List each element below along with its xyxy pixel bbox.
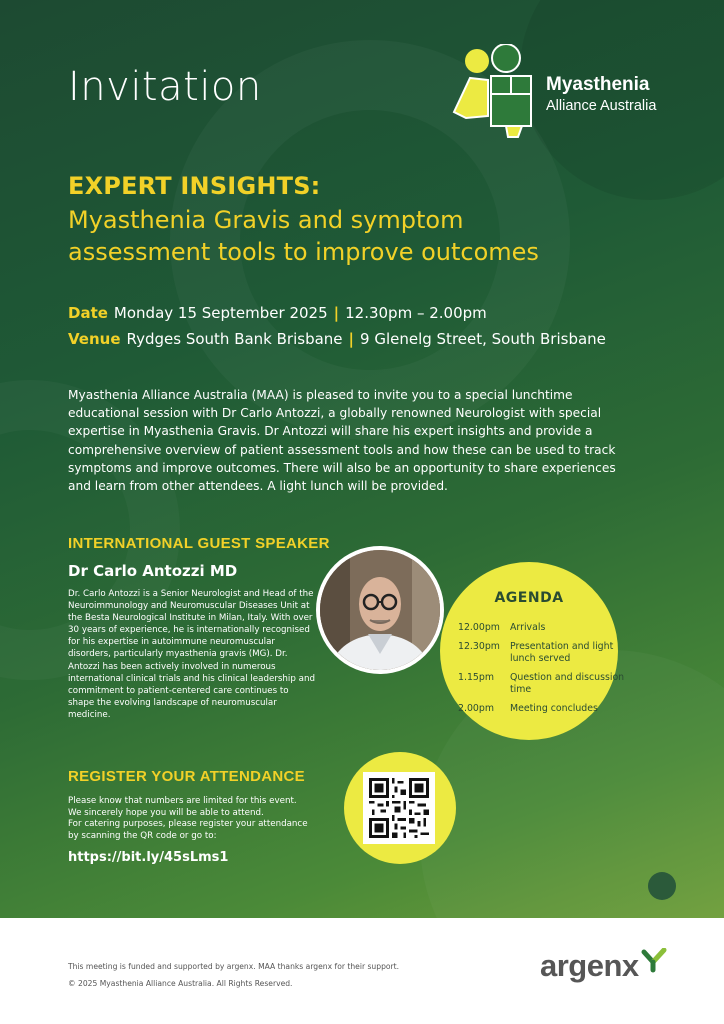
logo-line-2: Alliance Australia [546, 98, 657, 114]
logo-line-1: Myasthenia [546, 74, 650, 95]
myasthenia-alliance-logo [448, 44, 548, 140]
argenx-wordmark: argenx [540, 948, 639, 983]
register-text [68, 796, 338, 842]
qr-code-icon [369, 778, 429, 838]
agenda-desc: Question and discussion time [510, 672, 625, 695]
event-title [68, 204, 688, 268]
register-line-1: Please know that numbers are limited for this event. [68, 796, 297, 806]
register-heading: REGISTER YOUR ATTENDANCE [68, 768, 305, 785]
invitation-heading: Invitation [68, 64, 262, 110]
speaker-photo-image [320, 550, 440, 670]
agenda-time: 2.00pm [458, 703, 494, 714]
date-value: Monday 15 September 2025 [113, 304, 328, 322]
venue-line [68, 330, 606, 348]
agenda-title: AGENDA [494, 590, 564, 606]
register-line-4: by scanning the QR code or go to: [68, 830, 217, 841]
footer-copyright: © 2025 Myasthenia Alliance Australia. All Rights Reserved. [68, 979, 293, 988]
agenda-desc: Presentation and light lunch served [510, 641, 614, 664]
argenx-mark-icon [640, 948, 668, 978]
agenda-time: 12.30pm [458, 641, 500, 652]
agenda-item [458, 622, 628, 634]
argenx-logo [540, 948, 668, 984]
venue-label: Venue [68, 330, 121, 348]
qr-code[interactable] [363, 772, 435, 844]
register-link[interactable]: https://bit.ly/45sLms1 [68, 850, 229, 865]
register-line-3: For catering purposes, please register your attendance [68, 819, 308, 829]
logo-text [546, 74, 656, 114]
speaker-portrait-icon [320, 550, 440, 670]
time-value: 12.30pm – 2.00pm [345, 304, 487, 322]
speaker-bio: Dr. Carlo Antozzi is a Senior Neurologist and Head of the Neuroimmunology and Neuromuscular Diseases Unit at the Besta Neurological Institute in Milan, Italy. With over 30 years of experience, he is internationally recognised for his expertise in autoimmune neuromuscular disorders, particularly myasthenia gravis (MG). Dr. Antozzi has been actively involved in numerous international clinical trials and his clinical leadership and commitment to patient-centered care continues to shape the evolving landscape of neuromuscular medicine. [68, 589, 315, 720]
register-line-2: We sincerely hope you will be able to attend. [68, 807, 264, 818]
title-expert-insights: EXPERT INSIGHTS: [68, 172, 321, 200]
intro-paragraph: Myasthenia Alliance Australia (MAA) is pleased to invite you to a special lunchtime educational session with Dr Carlo Antozzi, a globally renowned Neurologist with special expertise in Myasthenia Gravis. Dr Antozzi will share his expert insights and provide a comprehensive overview of patient assessment tools and how these can be used to track symptoms and improve outcomes. There will also be an opportunity to share experiences and learn from other attendees. A light lunch will be provided. [68, 388, 616, 494]
footer-support-text: This meeting is funded and supported by argenx. MAA thanks argenx for their support. [68, 962, 400, 971]
separator: | [348, 330, 355, 348]
speaker-photo [316, 546, 444, 674]
agenda-item [458, 703, 628, 715]
event-title-line-2: assessment tools to improve outcomes [68, 238, 539, 266]
qr-panel [344, 752, 456, 864]
agenda-item [458, 672, 628, 696]
agenda-panel [440, 562, 625, 740]
agenda-item [458, 641, 628, 665]
agenda-list [458, 622, 628, 722]
separator: | [333, 304, 340, 322]
event-title-line-1: Myasthenia Gravis and symptom [68, 206, 464, 234]
agenda-desc: Meeting concludes [510, 703, 598, 714]
date-label: Date [68, 304, 108, 322]
agenda-desc: Arrivals [510, 622, 546, 633]
address-value: 9 Glenelg Street, South Brisbane [360, 330, 606, 348]
speaker-name: Dr Carlo Antozzi MD [68, 562, 238, 580]
agenda-time: 12.00pm [458, 622, 500, 633]
venue-value: Rydges South Bank Brisbane [126, 330, 343, 348]
guest-speaker-heading: INTERNATIONAL GUEST SPEAKER [68, 535, 330, 552]
date-line [68, 304, 487, 322]
agenda-time: 1.15pm [458, 672, 494, 683]
decorative-dot [648, 872, 676, 900]
